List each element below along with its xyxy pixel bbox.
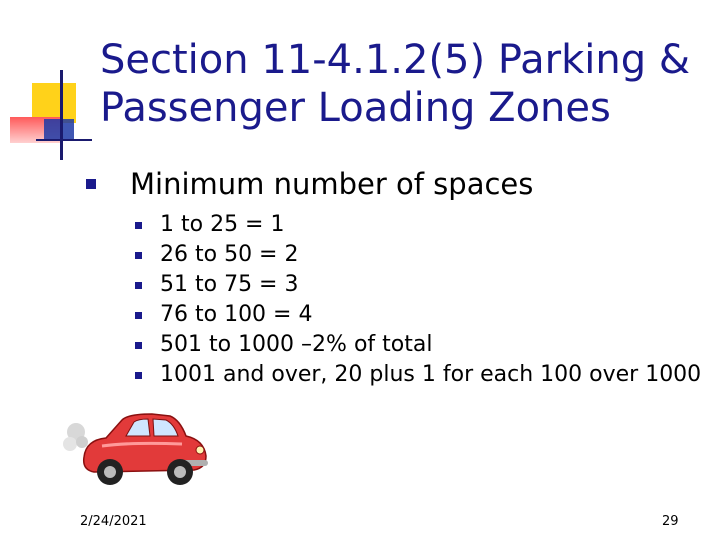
list-item [135,210,701,240]
slide-title-line-1: Section 11-4.1.2(5) Parking & [100,37,691,83]
sub-bullet-marker [135,252,142,259]
slide-title-line-2: Passenger Loading Zones [100,85,611,131]
corner-decoration-blue [44,119,74,139]
list-item [135,270,701,300]
list-item [135,240,701,270]
list-item-text: 26 to 50 = 2 [160,242,299,267]
sub-bullet-marker [135,342,142,349]
bullet-marker [86,179,96,189]
list-item-text: 76 to 100 = 4 [160,302,313,327]
list-item-text: 501 to 1000 –2% of total [160,332,433,357]
corner-decoration-vertical-line [60,70,63,160]
list-item-text: 1 to 25 = 1 [160,212,285,237]
sub-bullet-marker [135,282,142,289]
page-number: 29 [662,514,679,529]
list-item-text: 1001 and over, 20 plus 1 for each 100 over 1000 [160,362,702,387]
car-icon [62,402,212,492]
list-item [135,330,701,360]
footer-date: 2/24/2021 [80,514,147,529]
list-item [135,360,701,390]
sub-bullet-list [135,210,701,390]
list-item-text: 51 to 75 = 3 [160,272,299,297]
sub-bullet-marker [135,222,142,229]
bullet-text: Minimum number of spaces [130,167,534,201]
slide-title [100,36,700,132]
sub-bullet-marker [135,372,142,379]
list-item [135,300,701,330]
corner-decoration-horizontal-line [36,139,92,141]
sub-bullet-marker [135,312,142,319]
